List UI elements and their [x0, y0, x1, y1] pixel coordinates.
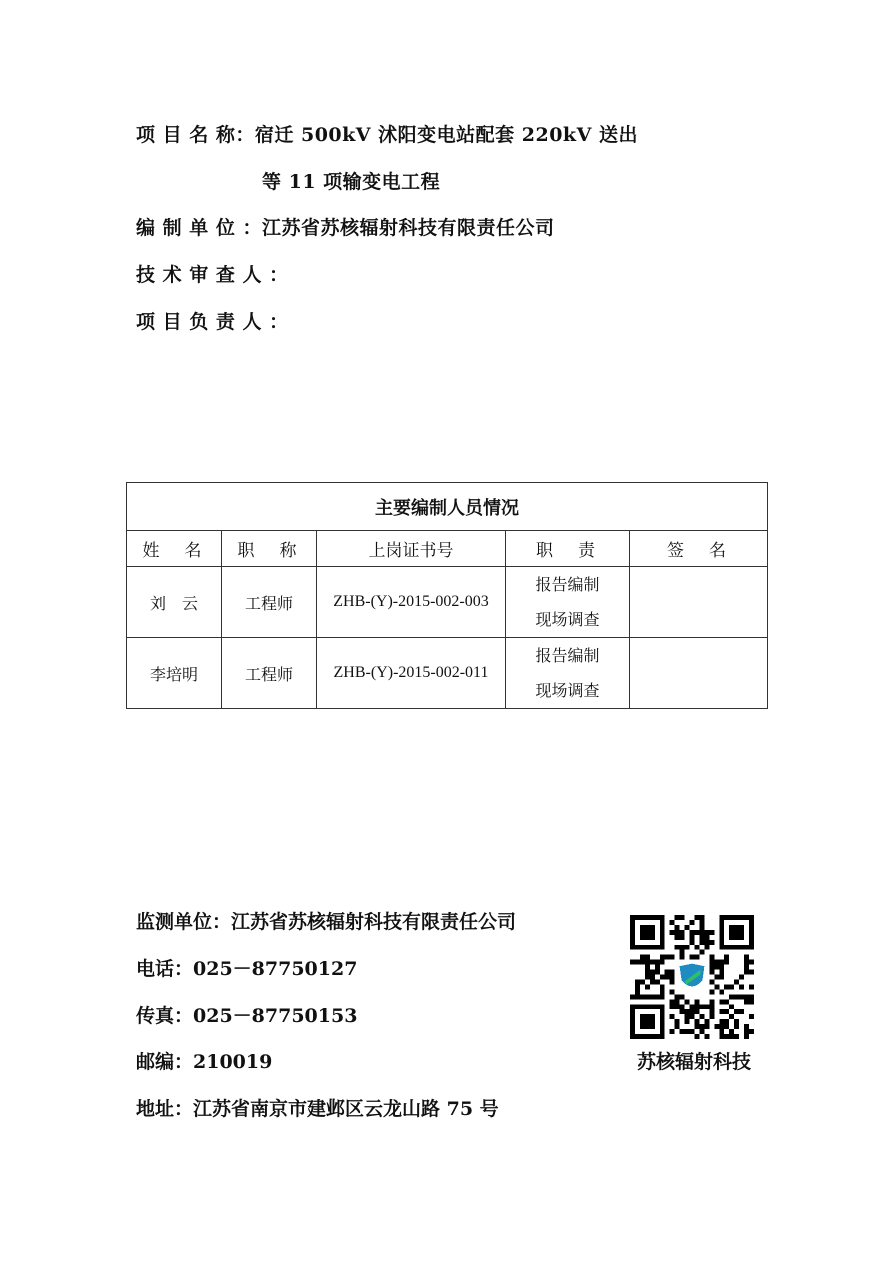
qr-code-icon: [629, 915, 755, 1039]
header-name: 姓 名: [127, 531, 222, 567]
duty-item: 报告编制: [535, 646, 600, 665]
project-name-line: [136, 120, 638, 147]
cell-title: 工程师: [222, 638, 317, 709]
cell-sign: [630, 638, 768, 709]
table-row: [127, 638, 768, 709]
staff-table: [126, 482, 768, 709]
cell-duty: [506, 638, 630, 709]
org-line: [136, 213, 554, 240]
cell-title: 工程师: [222, 567, 317, 638]
reviewer-label: 技 术 审 查 人 ：: [136, 264, 289, 286]
reviewer-line: [136, 260, 289, 287]
duty-item: 报告编制: [535, 575, 600, 594]
cell-name: 刘 云: [127, 567, 222, 638]
cell-name: 李培明: [127, 638, 222, 709]
staff-table-caption: 主要编制人员情况: [127, 483, 768, 531]
address: 地址：江苏省南京市建邺区云龙山路 75 号: [136, 1098, 499, 1120]
project-name-label: 项 目 名 称：: [136, 124, 255, 146]
phone: 电话：025－87750127: [136, 958, 358, 980]
cell-cert: ZHB-(Y)-2015-002-003: [317, 567, 506, 638]
leader-label: 项 目 负 责 人 ：: [136, 311, 289, 333]
duty-item: 现场调查: [535, 681, 600, 700]
duty-item: 现场调查: [535, 610, 600, 629]
postcode: 邮编：210019: [136, 1051, 273, 1073]
staff-table-wrapper: [126, 482, 767, 709]
leader-line: [136, 307, 289, 334]
cell-cert: ZHB-(Y)-2015-002-011: [317, 638, 506, 709]
table-row: [127, 567, 768, 638]
org-label: 编 制 单 位 ：: [136, 217, 262, 239]
project-name-line-2: [262, 167, 440, 194]
header-duty: 职 责: [506, 531, 630, 567]
header-title: 职 称: [222, 531, 317, 567]
project-name-value-2: 等 11 项输变电工程: [262, 171, 441, 193]
project-name-value-1: 宿迁 500kV 沭阳变电站配套 220kV 送出: [254, 124, 638, 146]
staff-table-header: [127, 531, 768, 567]
header-sign: 签 名: [630, 531, 768, 567]
header-cert: 上岗证书号: [317, 531, 506, 567]
cell-sign: [630, 567, 768, 638]
org-value: 江苏省苏核辐射科技有限责任公司: [261, 217, 555, 239]
qr-caption: 苏核辐射科技: [636, 1051, 751, 1073]
cell-duty: [506, 567, 630, 638]
monitor-unit: 监测单位：江苏省苏核辐射科技有限责任公司: [136, 911, 517, 933]
fax: 传真：025－87750153: [136, 1005, 358, 1027]
